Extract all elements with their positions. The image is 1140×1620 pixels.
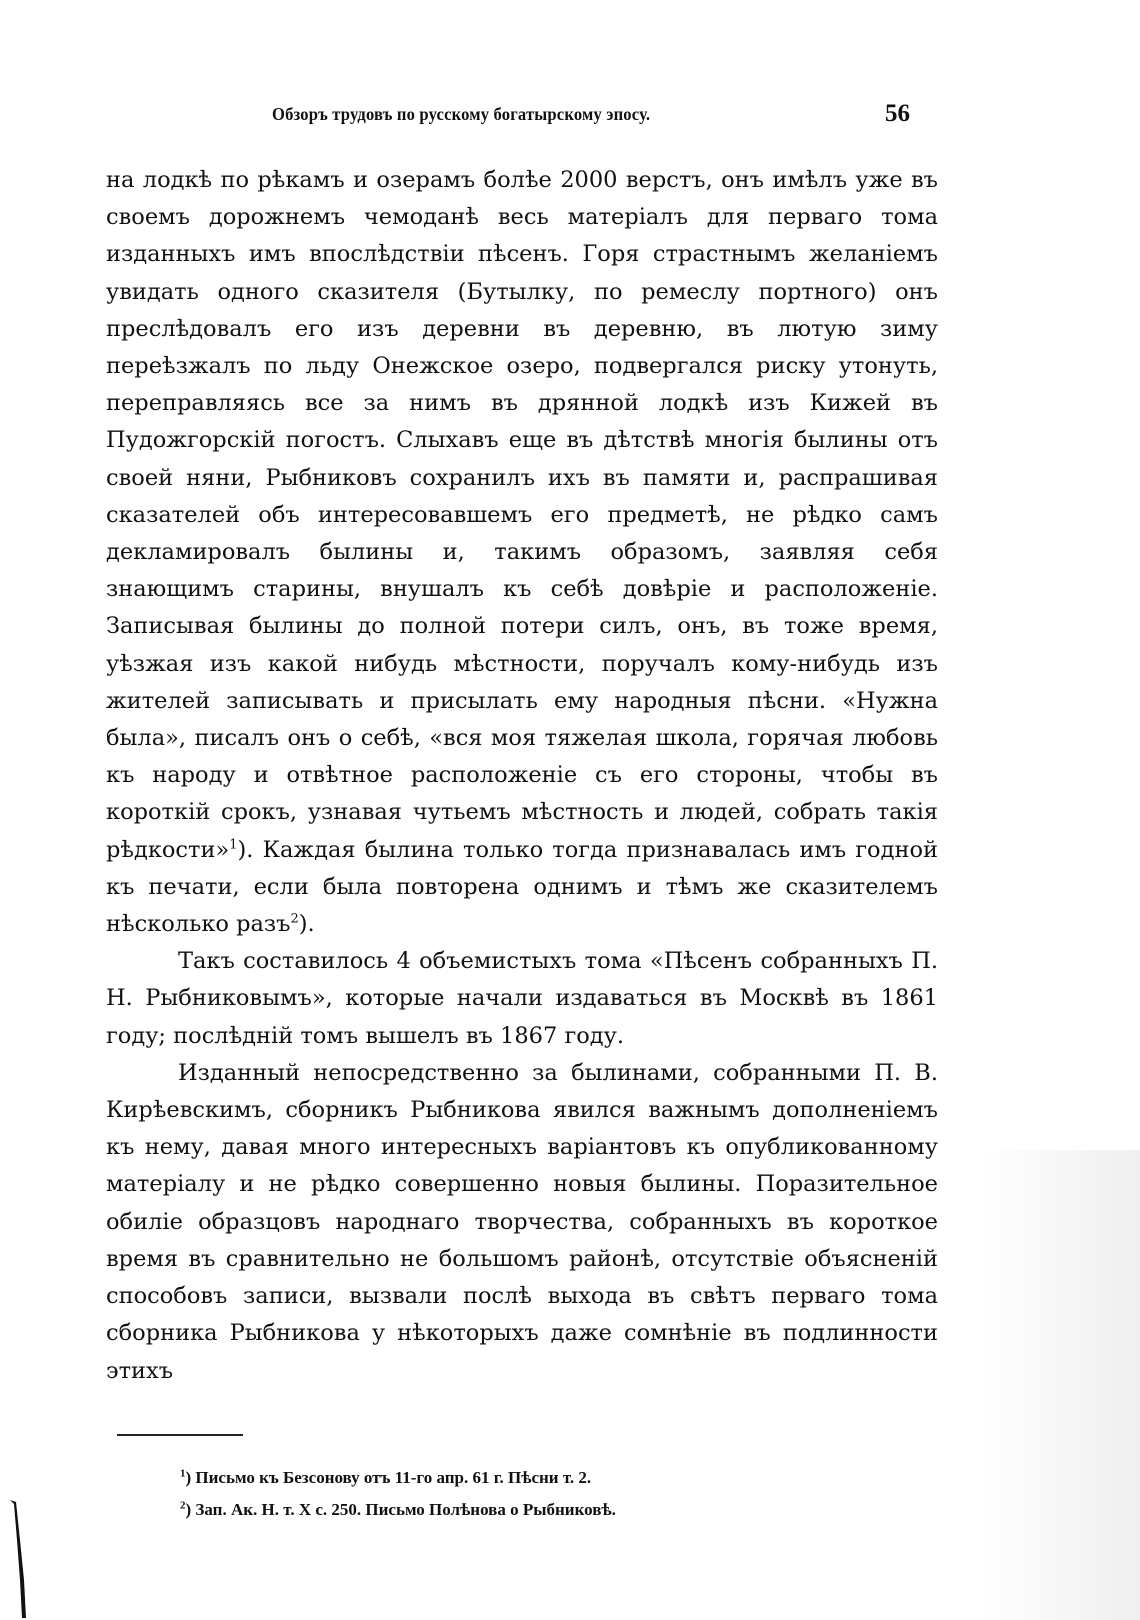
paragraph-2: Такъ составилось 4 объемистыхъ тома «Пѣсенъ собранныхъ П. Н. Рыбниковымъ», которые начали издаваться въ Москвѣ въ 1861 году; послѣдній томъ вышелъ въ 1867 году.: [106, 948, 938, 1049]
running-title: Обзоръ трудовъ по русскому богатырскому эпосу.: [272, 104, 651, 124]
paragraph-1-middle: ). Каждая былина только тогда признавалась имъ годной къ печати, если была повторена однимъ и тѣмъ же сказителемъ нѣсколько разъ: [106, 836, 938, 938]
footnote-1: [180, 1462, 940, 1494]
paragraph-1-text: на лодкѣ по рѣкамъ и озерамъ болѣе 2000 верстъ, онъ имѣлъ уже въ своемъ дорожнемъ чемоданѣ весь матеріалъ для перваго тома изданныхъ имъ впослѣдствіи пѣсенъ. Горя страстнымъ желаніемъ увидать одного сказителя (Бутылку, по ремеслу портного) онъ преслѣдовалъ его изъ деревни въ деревню, въ лютую зиму переѣзжалъ по льду Онежское озеро, подвергался риску утонуть, переправляясь все за нимъ въ дрянной лодкѣ изъ Кижей въ Пудожгорскій погостъ. Слыхавъ еще въ дѣтствѣ многія былины отъ своей няни, Рыбниковъ сохранилъ ихъ въ памяти и, распрашивая сказателей объ интересовавшемъ его предметѣ, не рѣдко самъ декламировалъ былины и, такимъ образомъ, заявляя себя знающимъ старины, внушалъ къ себѣ довѣріе и расположеніе. Записывая былины до полной потери силъ, онъ, въ тоже время, уѣзжая изъ какой нибудь мѣстности, поручалъ кому-нибудь изъ жителей записывать и присылать ему народныя пѣсни. «Нужна была», писалъ онъ о себѣ, «вся моя тяжелая школа, горячая любовь къ народу и отвѣтное расположеніе съ его стороны, чтобы въ короткій срокъ, узнавая чутьемъ мѣстность и людей, собрать такія рѣдкости»: [106, 167, 938, 863]
paragraph-1: [106, 162, 938, 943]
footnotes: [180, 1462, 940, 1526]
footnote-ref-2: 2: [290, 911, 299, 927]
footnote-2-text: ) Зап. Ак. Н. т. X с. 250. Письмо Полѣнова о Рыбниковѣ.: [185, 1500, 616, 1519]
footnote-1-text: ) Письмо къ Безсонову отъ 11-го апр. 61 г. Пѣсни т. 2.: [185, 1468, 592, 1487]
paragraph-1-end: ).: [298, 911, 315, 938]
footnote-1-mark: 1: [180, 1467, 186, 1480]
scan-artifact-icon: [8, 1500, 28, 1620]
page-number: 56: [885, 100, 910, 127]
footnote-divider: [117, 1434, 243, 1436]
footnote-ref-1: 1: [229, 837, 238, 853]
footnote-2: [180, 1494, 940, 1526]
paragraph-3: Изданный непосредственно за былинами, собранными П. В. Кирѣевскимъ, сборникъ Рыбникова явился важнымъ дополненіемъ къ нему, давая много интересныхъ варіантовъ къ опубликованному матеріалу и не рѣдко совершенно новыя былины. Поразительное обиліе образцовъ народнаго творчества, собранныхъ въ короткое время въ сравнительно не большомъ районѣ, отсутствіе объясненій способовъ записи, вызвали послѣ выхода въ свѣтъ перваго тома сборника Рыбникова у нѣкоторыхъ даже сомнѣніе въ подлинности этихъ: [106, 1059, 938, 1384]
footnote-2-mark: 2: [180, 1499, 186, 1512]
main-text: [106, 162, 938, 1390]
page-edge-shadow: [980, 1150, 1140, 1620]
